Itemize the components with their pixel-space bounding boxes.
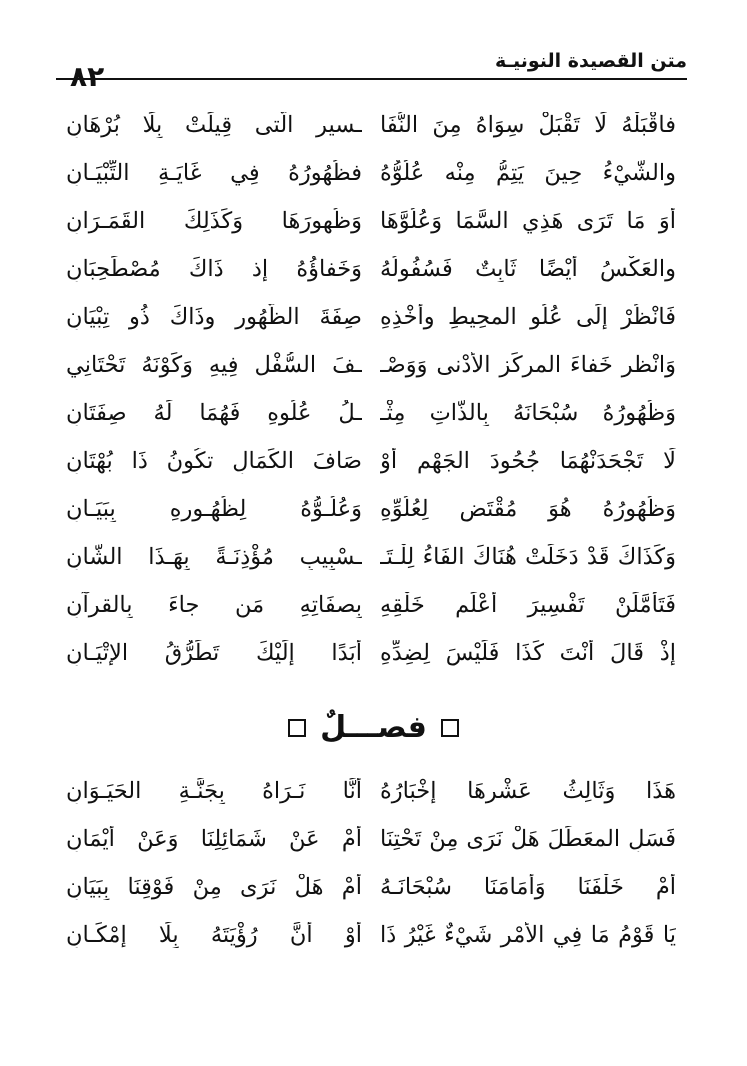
verse-line	[66, 496, 676, 544]
verse-line	[66, 778, 676, 826]
verse-first-hemistich: إِذْ قَالَ أَنْتَ كَذَا فَلَيْسَ لِضِدِّهِ	[380, 640, 676, 666]
verse-second-hemistich: ـفَ السُّفْل فِيهِ وَكَوْنَهُ تَحْتَانِي	[66, 352, 362, 378]
page-number: ٨٢	[70, 60, 105, 93]
verse-line	[66, 160, 676, 208]
verse-second-hemistich: فظُهُورُهُ فِي غَايَـةِ التِّبْيَـانِ	[66, 160, 362, 186]
verse-line	[66, 592, 676, 640]
verse-first-hemistich: وَانْظر خَفاءَ المركَزِ الأَدْنى وَوَصْـ	[380, 352, 676, 378]
verse-second-hemistich: صَافَ الكَمَالِ تكُونُ ذَا بُهْتَانِ	[66, 448, 362, 474]
verse-first-hemistich: فَسَلِ المعَطِّلَ هَلْ نَرَى مِنْ تَحْتِنَا	[380, 826, 676, 852]
verse-line	[66, 826, 676, 874]
verse-first-hemistich: والشّيْءُ حِينَ يَتِمُّ مِنْه عُلُوُّهُ	[380, 160, 676, 186]
verse-second-hemistich: صِفَةَ الظُّهُورِ وذَاكَ ذُو تِبْيَانِ	[66, 304, 362, 330]
square-ornament-icon	[441, 719, 459, 737]
verse-first-hemistich: لَا تَجْحَدَنْهُمَا جُحُودَ الجَهْمِ أَوْ	[380, 448, 676, 474]
poem-verses-top	[66, 112, 676, 688]
verse-first-hemistich: وَكَذَاكَ قَدْ دَخَلَتْ هُنَاكَ الفَاءُ لِلْـتَـ	[380, 544, 676, 570]
verse-second-hemistich: أَمْ عَنْ شَمَائِلِنَا وَعَنْ أَيْمَانِ	[66, 826, 362, 852]
verse-second-hemistich: ـسيرِ الَّتى قِيلَتْ بِلَا بُرْهَانِ	[66, 112, 362, 138]
square-ornament-icon	[288, 719, 306, 737]
verse-second-hemistich: بِصفَاتِهِ مَن جاءَ بِالقرآنِ	[66, 592, 362, 618]
verse-first-hemistich: يَا قَوْمُ مَا فِي الأَمْرِ شَيْءٌ غَيْرُ ذَا	[380, 922, 676, 948]
running-header-title: متن القصيدة النونيـة	[494, 50, 687, 72]
verse-line	[66, 640, 676, 688]
verse-first-hemistich: وَظُهُورُهُ هُوَ مُقْتَضٍ لِعُلُوِّهِ	[380, 496, 676, 522]
header-rule	[56, 78, 687, 80]
verse-first-hemistich: فَتَأَمَّلَنْ تَفْسِيرَ أَعْلَمِ خَلْقِهِ	[380, 592, 676, 618]
verse-first-hemistich: وَظُهُورُهُ سُبْحَانَهُ بِالذَّاتِ مِثْـ	[380, 400, 676, 426]
verse-first-hemistich: أَوَ مَا تَرَى هَذِي السَّمَا وَعُلُوَّهَا	[380, 208, 676, 234]
poem-verses-bottom	[66, 778, 676, 970]
verse-line	[66, 304, 676, 352]
verse-line	[66, 208, 676, 256]
verse-first-hemistich: والعَكْسُ أَيْضًا ثَابِتٌ فَسُفُولُهُ	[380, 256, 676, 282]
verse-second-hemistich: أَنَّا نَـرَاهُ بِجَنَّـةِ الحَيَـوَانِ	[66, 778, 362, 804]
running-header	[56, 44, 687, 80]
verse-line	[66, 112, 676, 160]
verse-second-hemistich: أَوْ أَنَّ رُؤْيَتَهُ بِلَا إِمْكَـانِ	[66, 922, 362, 948]
verse-first-hemistich: فاقْبَلْهُ لَا تَقْبَلْ سِوَاهُ مِنَ النُّفَا	[380, 112, 676, 138]
verse-second-hemistich: ـسْبِيبِ مُؤْذِنَـةً بِهَـذَا الشَّانِ	[66, 544, 362, 570]
verse-second-hemistich: ـلُ عُلُوِهِ فَهُمَا لَهُ صِفَتَانِ	[66, 400, 362, 426]
verse-line	[66, 544, 676, 592]
verse-first-hemistich: فَانْظُرْ إِلَى عُلُوِ المحِيطِ وأخْذِهِ	[380, 304, 676, 330]
verse-line	[66, 400, 676, 448]
verse-first-hemistich: أَمْ خَلْفَنَا وَأَمَامَنَا سُبْحَانَـهُ	[380, 874, 676, 900]
verse-line	[66, 922, 676, 970]
verse-line	[66, 874, 676, 922]
verse-second-hemistich: أَمْ هَلْ نَرَى مِنْ فَوْقِنَا بِبَيَانِ	[66, 874, 362, 900]
verse-first-hemistich: هَذَا وَثَالِثُ عَشْرِهَا إِخْبَارُهُ	[380, 778, 676, 804]
verse-line	[66, 256, 676, 304]
verse-line	[66, 448, 676, 496]
verse-second-hemistich: وَعُلُـوُّهُ لِظُهُـورِهِ بِبَيَـانِ	[66, 496, 362, 522]
verse-second-hemistich: وَظُهورَهَا وَكَذَلِكَ القَمَـرَانِ	[66, 208, 362, 234]
verse-second-hemistich: وَخَفاؤُهُ إِذ ذَاكَ مُصْطَحِبَانِ	[66, 256, 362, 282]
section-heading	[0, 708, 747, 748]
verse-second-hemistich: أَبَدًا إِلَيْكَ تَطَرُّقُ الإِتْيَـانِ	[66, 640, 362, 666]
section-title: فصـــلٌ	[320, 710, 427, 745]
verse-line	[66, 352, 676, 400]
